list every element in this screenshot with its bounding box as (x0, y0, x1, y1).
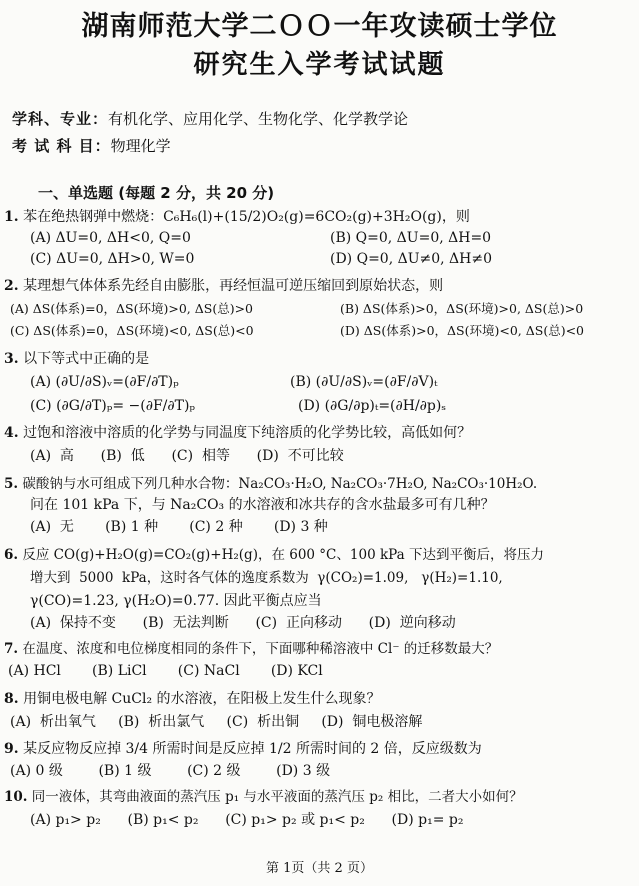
question-3: 3. 以下等式中正确的是 (4, 351, 150, 367)
q2-option-b: (B) ΔS(体系)>0，ΔS(环境)>0, ΔS(总)>0 (340, 301, 584, 316)
q8-options: (A) 析出氧气 (B) 析出氯气 (C) 析出铜 (D) 铜电极溶解 (10, 714, 423, 730)
q3-option-b: (B) (∂U/∂S)ᵥ=(∂F/∂V)ₜ (290, 374, 438, 390)
q2-option-c: (C) ΔS(体系)=0，ΔS(环境)<0, ΔS(总)<0 (10, 323, 254, 338)
question-7: 7. 在温度、浓度和电位梯度相同的条件下，下面哪种稀溶液中 Cl⁻ 的迁移数最大？ (4, 641, 499, 657)
exam-subtitle: 研究生入学考试试题 (193, 50, 446, 80)
question-1: 1. 苯在绝热钢弹中燃烧：C₆H₆(l)+(15/2)O₂(g)=6CO₂(g)+3H₂O(g)，则 (4, 209, 470, 225)
q6-options: (A) 保持不变 (B) 无法判断 (C) 正向移动 (D) 逆向移动 (30, 615, 456, 631)
question-8: 8. 用铜电极电解 CuCl₂ 的水溶液，在阳极上发生什么现象？ (4, 691, 381, 707)
question-5: 5. 碳酸钠与水可组成下列几种水合物：Na₂CO₃·H₂O, Na₂CO₃·7H₂O, Na₂CO₃·10H₂O. (4, 476, 538, 492)
q1-option-d: (D) Q=0, ΔU≠0, ΔH≠0 (330, 251, 493, 267)
question-9: 9. 某反应物反应掉 3/4 所需时间是反应掉 1/2 所需时间的 2 倍，反应级数为 (4, 741, 482, 757)
q1-option-c: (C) ΔU=0, ΔH>0, W=0 (30, 251, 195, 267)
q6-line-2: 增大到 5000 kPa，这时各气体的逸度系数为 γ(CO₂)=1.09, γ(H₂)=1.10, (30, 570, 503, 586)
question-6: 6. 反应 CO(g)+H₂O(g)=CO₂(g)+H₂(g)，在 600 °C、100 kPa 下达到平衡后，将压力 (4, 547, 544, 563)
subject-value: 有机化学、应用化学、生物化学、化学教学论 (108, 110, 409, 128)
question-10: 10. 同一液体，其弯曲液面的蒸汽压 p₁ 与水平液面的蒸汽压 p₂ 相比，二者大小如何？ (4, 789, 523, 805)
exam-title: 湖南师范大学二ＯＯ一年攻读硕士学位 (81, 11, 558, 42)
q6-line-3: γ(CO)=1.23, γ(H₂O)=0.77. 因此平衡点应当 (30, 593, 322, 609)
question-4: 4. 过饱和溶液中溶质的化学势与同温度下纯溶质的化学势比较，高低如何？ (4, 425, 472, 441)
exam-subject-line (12, 135, 171, 156)
q5-line-2: 问在 101 kPa 下，与 Na₂CO₃ 的水溶液和冰共存的含水盐最多可有几种？ (30, 497, 495, 513)
subject-line (12, 108, 408, 129)
q9-options: (A) 0 级 (B) 1 级 (C) 2 级 (D) 3 级 (10, 763, 331, 779)
q2-option-d: (D) ΔS(体系)>0，ΔS(环境)<0, ΔS(总)<0 (340, 323, 585, 338)
q1-option-b: (B) Q=0, ΔU=0, ΔH=0 (330, 230, 492, 246)
subject-label: 学科、专业： (12, 110, 109, 128)
q3-option-d: (D) (∂G/∂p)ₜ=(∂H/∂p)ₛ (298, 398, 447, 414)
question-2: 2. 某理想气体体系先经自由膨胀，再经恒温可逆压缩回到原始状态，则 (4, 278, 444, 294)
q1-option-a: (A) ΔU=0, ΔH<0, Q=0 (30, 230, 191, 246)
q2-option-a: (A) ΔS(体系)=0，ΔS(环境)>0, ΔS(总)>0 (10, 301, 254, 316)
q4-options: (A) 高 (B) 低 (C) 相等 (D) 不可比较 (30, 448, 344, 464)
q7-options: (A) HCl (B) LiCl (C) NaCl (D) KCl (8, 663, 323, 679)
q3-option-a: (A) (∂U/∂S)ᵥ=(∂F/∂T)ₚ (30, 374, 179, 390)
q10-options: (A) p₁> p₂ (B) p₁< p₂ (C) p₁> p₂ 或 p₁< p₂ (D) p₁= p₂ (30, 812, 464, 828)
page-number: 第 1页（共 2 页） (266, 861, 373, 876)
q3-option-c: (C) (∂G/∂T)ₚ= −(∂F/∂T)ₚ (30, 398, 196, 414)
exam-subject-label: 考 试 科 目： (12, 137, 111, 155)
exam-subject-value: 物理化学 (110, 137, 171, 155)
q5-options: (A) 无 (B) 1 种 (C) 2 种 (D) 3 种 (30, 519, 328, 535)
section-heading: 一、单选题 (每题 2 分，共 20 分) (38, 184, 275, 202)
